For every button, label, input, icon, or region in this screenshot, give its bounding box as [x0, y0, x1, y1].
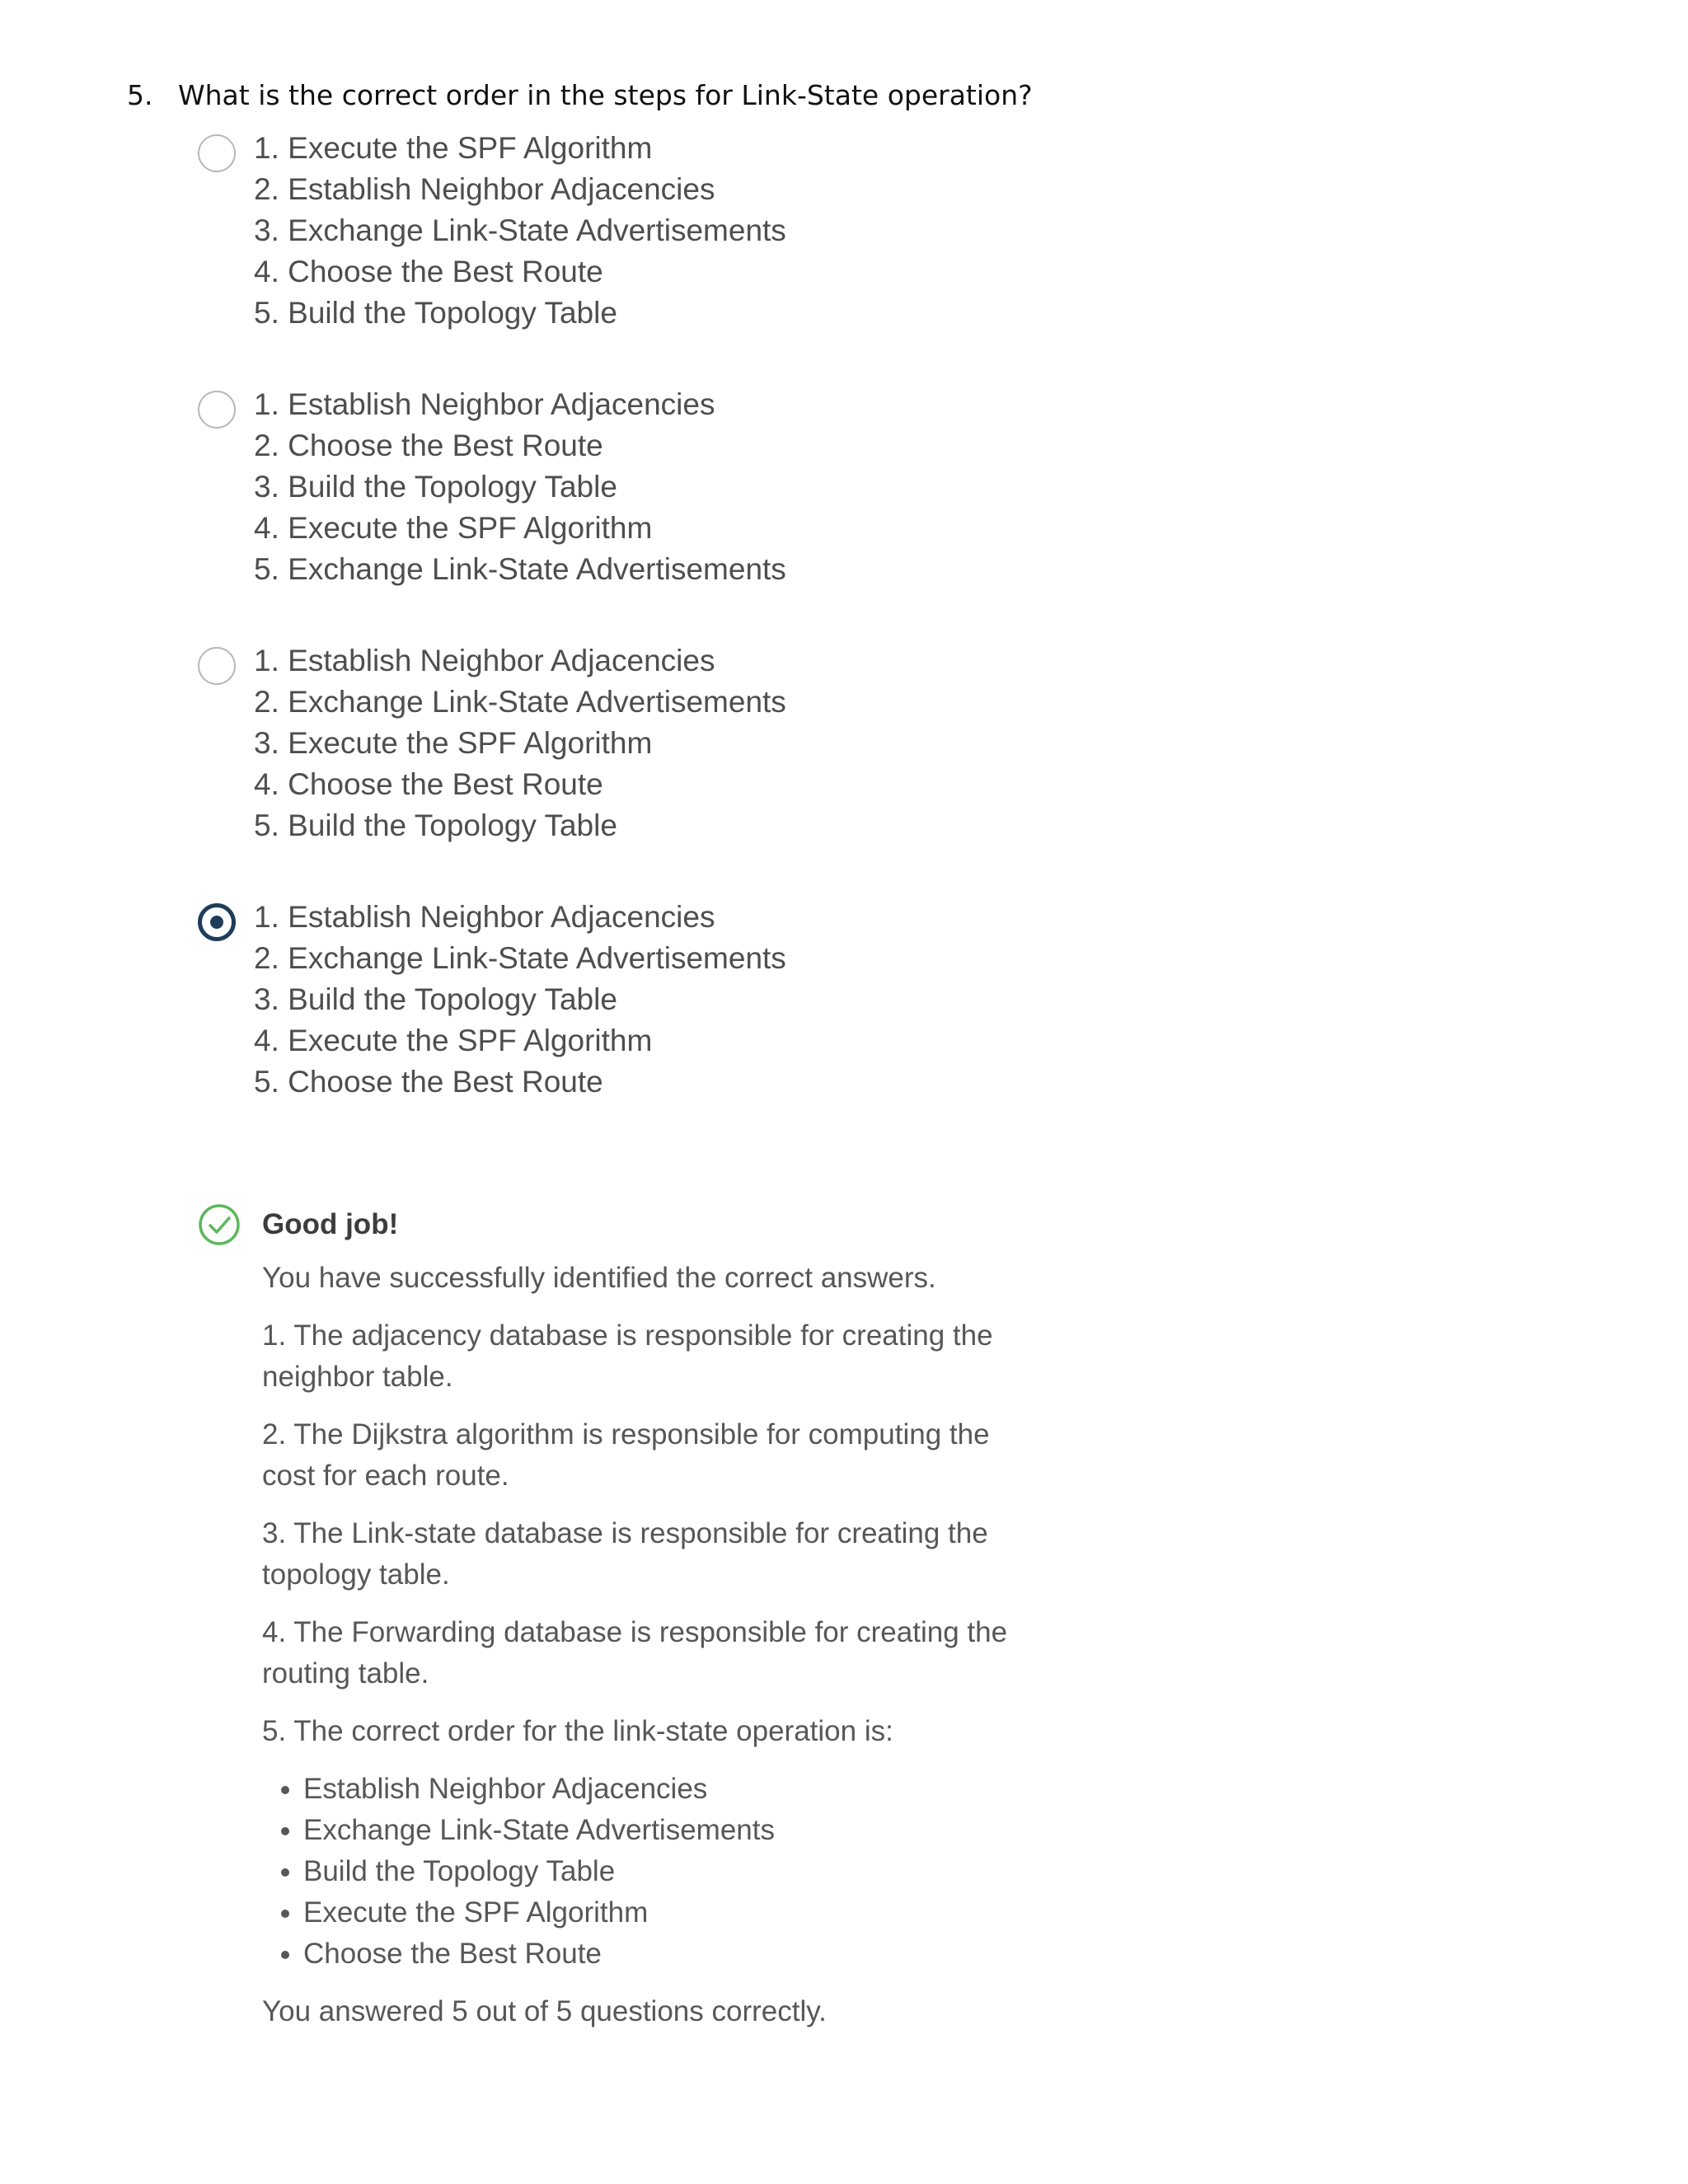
option-step: 4. Execute the SPF Algorithm [254, 1024, 653, 1057]
option-step: 2. Exchange Link-State Advertisements [254, 941, 786, 975]
check-circle-icon [198, 1203, 241, 1246]
explanation-item: 5. The correct order for the link-state operation is: [262, 1715, 893, 1747]
radio-button-option-4-selected[interactable] [198, 903, 236, 941]
option-step: 4. Choose the Best Route [254, 255, 603, 288]
answer-option-2[interactable] [198, 384, 786, 590]
quiz-panel [186, 124, 1688, 2184]
correct-order-item: • Build the Topology Table [303, 1851, 1022, 1892]
option-3-steps [254, 640, 786, 846]
option-step: 2. Choose the Best Route [254, 429, 603, 462]
option-step: 1. Execute the SPF Algorithm [254, 131, 653, 165]
option-step: 5. Build the Topology Table [254, 808, 617, 842]
option-step: 4. Choose the Best Route [254, 767, 603, 801]
feedback-title: Good job! [262, 1208, 399, 1240]
option-step: 5. Exchange Link-State Advertisements [254, 552, 786, 586]
correct-order-item: • Execute the SPF Algorithm [303, 1892, 1022, 1933]
explanation-item: 1. The adjacency database is responsible for creating the neighbor table. [262, 1319, 993, 1393]
option-step: 1. Establish Neighbor Adjacencies [254, 644, 715, 677]
option-step: 4. Execute the SPF Algorithm [254, 511, 653, 545]
option-step: 1. Establish Neighbor Adjacencies [254, 900, 715, 934]
option-1-steps [254, 128, 786, 334]
score-text: You answered 5 out of 5 questions correctly. [262, 1995, 827, 2027]
answer-option-3[interactable] [198, 640, 786, 846]
option-step: 3. Build the Topology Table [254, 470, 617, 504]
feedback-summary: You have successfully identified the correct answers. [262, 1262, 936, 1294]
option-step: 5. Choose the Best Route [254, 1065, 603, 1099]
option-step: 3. Exchange Link-State Advertisements [254, 213, 786, 247]
explanation-item: 3. The Link-state database is responsible for creating the topology table. [262, 1517, 988, 1591]
correct-order-item: • Exchange Link-State Advertisements [303, 1810, 1022, 1851]
question-text: What is the correct order in the steps for Link-State operation? [178, 79, 1033, 111]
option-step: 3. Execute the SPF Algorithm [254, 726, 653, 760]
option-step: 2. Exchange Link-State Advertisements [254, 685, 786, 719]
radio-button-option-3[interactable] [198, 647, 236, 685]
radio-button-option-2[interactable] [198, 391, 236, 429]
feedback-header [198, 1203, 1022, 1246]
feedback-body [262, 1258, 1022, 2032]
explanation-item: 2. The Dijkstra algorithm is responsible for computing the cost for each route. [262, 1418, 990, 1492]
correct-order-item: • Choose the Best Route [303, 1933, 1022, 1975]
radio-button-option-1[interactable] [198, 134, 236, 172]
answer-option-1[interactable] [198, 128, 786, 334]
question-heading [127, 79, 1033, 111]
question-number: 5. [127, 79, 153, 111]
option-step: 5. Build the Topology Table [254, 296, 617, 330]
option-step: 2. Establish Neighbor Adjacencies [254, 172, 715, 206]
feedback-box [198, 1203, 1022, 2049]
option-step: 1. Establish Neighbor Adjacencies [254, 387, 715, 421]
answer-option-4[interactable] [198, 897, 786, 1103]
correct-order-list [262, 1769, 1022, 1975]
option-2-steps [254, 384, 786, 590]
correct-order-item: • Establish Neighbor Adjacencies [303, 1769, 1022, 1810]
option-step: 3. Build the Topology Table [254, 982, 617, 1016]
explanation-item: 4. The Forwarding database is responsible for creating the routing table. [262, 1616, 1008, 1690]
option-4-steps [254, 897, 786, 1103]
